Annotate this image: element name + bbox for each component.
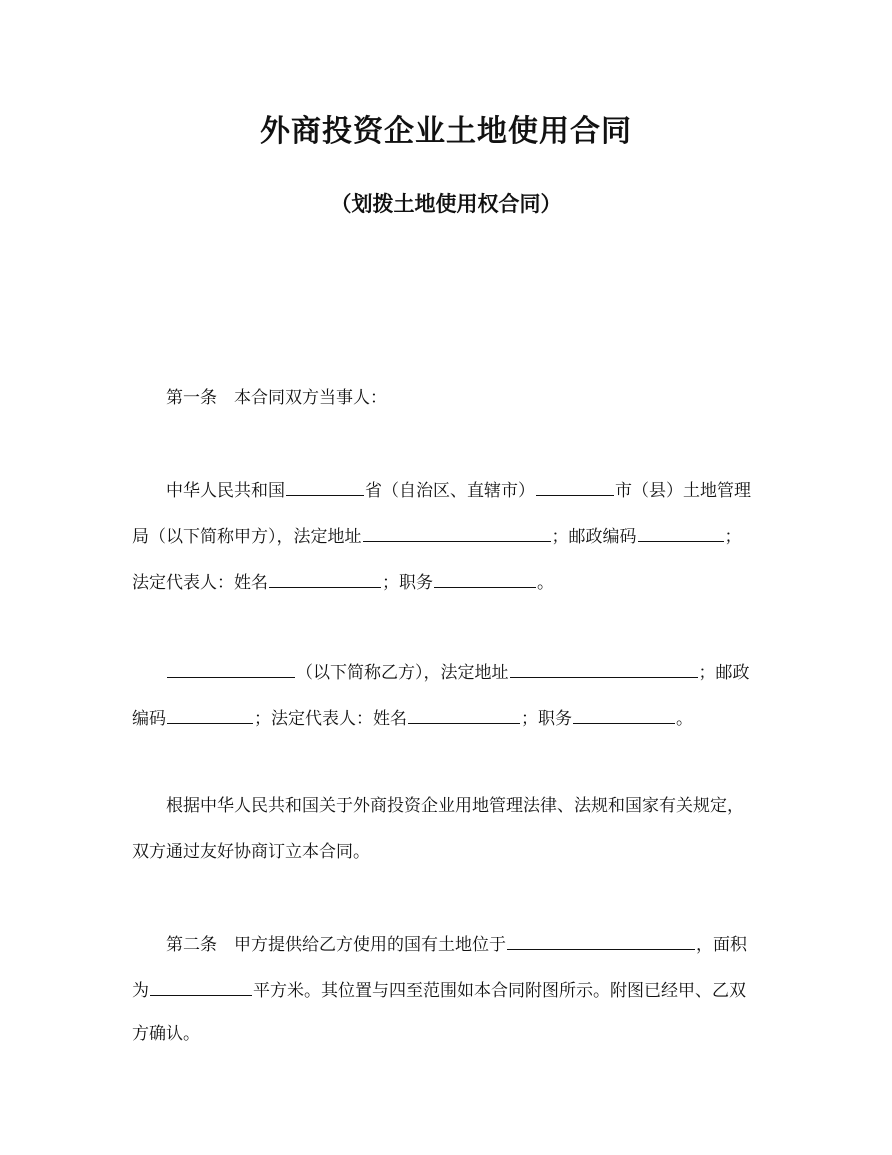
party-a-rep-name-blank[interactable] [269,570,381,588]
party-a-postcode-blank[interactable] [638,524,724,542]
party-a-rep-title-blank[interactable] [434,570,536,588]
party-a-line-1: 中华人民共和国 省（自治区、直辖市） 市（县）土地管理 [166,478,751,501]
article2-line-3: 方确认。 [132,1024,200,1044]
party-b-line-1: （以下简称乙方），法定地址 ；邮政 [166,660,750,683]
party-b-rep-name-blank[interactable] [408,706,520,724]
basis-line-2: 双方通过友好协商订立本合同。 [132,842,370,862]
land-area-blank[interactable] [150,978,252,996]
article2-line-2: 为 平方米。其位置与四至范围如本合同附图所示。附图已经甲、乙双 [132,978,746,1001]
land-location-blank[interactable] [507,932,695,950]
basis-line-1: 根据中华人民共和国关于外商投资企业用地管理法律、法规和国家有关规定， [166,796,744,816]
article2-line-1: 第二条 甲方提供给乙方使用的国有土地位于 ，面积 [166,932,747,955]
article1-heading: 第一条 本合同双方当事人： [166,388,387,408]
party-a-address-blank[interactable] [363,524,551,542]
document-title: 外商投资企业土地使用合同 [260,114,632,149]
party-b-address-blank[interactable] [510,660,698,678]
party-a-line-2: 局（以下简称甲方），法定地址 ；邮政编码 ； [132,524,742,547]
party-b-postcode-blank[interactable] [167,706,253,724]
party-b-name-blank[interactable] [167,660,295,678]
document-subtitle: （划拨土地使用权合同） [330,191,562,216]
party-a-line-3: 法定代表人：姓名 ；职务 。 [132,570,554,593]
province-blank[interactable] [286,478,364,496]
party-b-line-2: 编码 ；法定代表人：姓名 ；职务 。 [132,706,693,729]
party-b-rep-title-blank[interactable] [573,706,675,724]
city-blank[interactable] [536,478,614,496]
